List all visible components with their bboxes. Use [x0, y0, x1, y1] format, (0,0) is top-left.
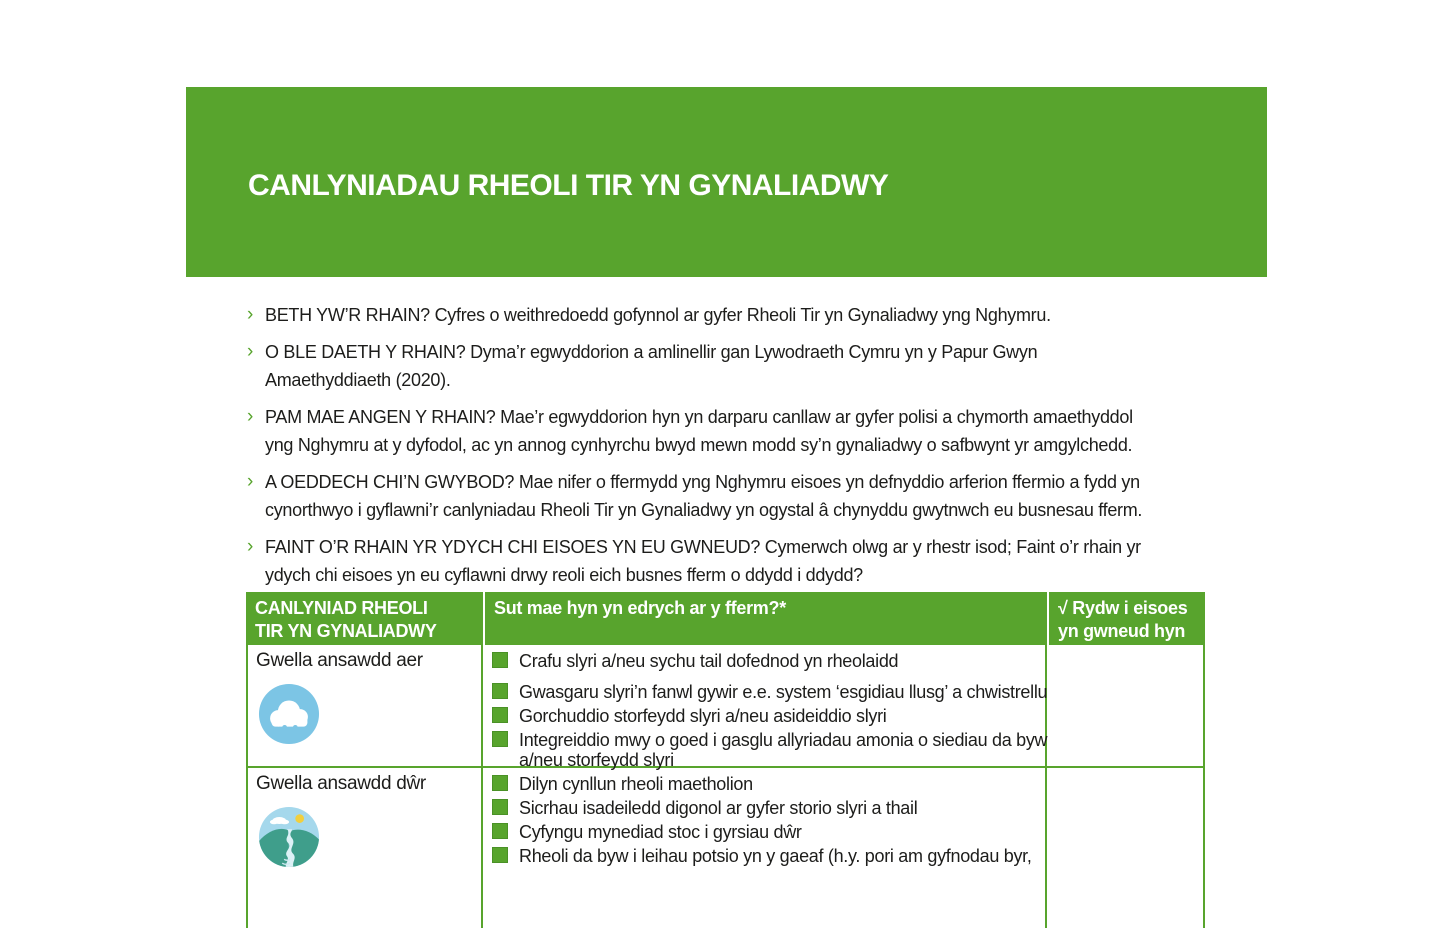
chevron-bullet-icon: › [247, 406, 254, 427]
green-square-bullet-icon [492, 707, 508, 723]
intro-bullet-text: FAINT O’R RHAIN YR YDYCH CHI EISOES YN EU GWNEUD? Cymerwch olwg ar y rhestr isod; Faint o’r rhain yr ydych chi eisoes yn eu cyflawni drwy reoli eich busnes fferm o ddydd i ddydd? [265, 537, 1141, 585]
intro-bullet-1 [246, 301, 1146, 329]
river-landscape-icon [256, 806, 475, 868]
practice-item: Sicrhau isadeiledd digonol ar gyfer storio slyri a thail [492, 798, 1077, 818]
green-square-bullet-icon [492, 731, 508, 747]
practices-cell [483, 768, 1047, 928]
header-how-column: Sut mae hyn yn edrych ar y fferm?* [483, 592, 1047, 645]
outcome-cell [248, 768, 483, 928]
chevron-bullet-icon: › [247, 536, 254, 557]
table-header-row [246, 592, 1205, 645]
chevron-bullet-icon: › [247, 471, 254, 492]
practice-item: Crafu slyri a/neu sychu tail dofednod yn rheolaidd [492, 651, 1077, 671]
practices-list [492, 651, 1077, 770]
outcome-cell [248, 645, 483, 774]
intro-bullet-text: BETH YW’R RHAIN? Cyfres o weithredoedd gofynnol ar gyfer Rheoli Tir yn Gynaliadwy yng Nghymru. [265, 305, 1051, 325]
practices-list [492, 774, 1077, 866]
green-square-bullet-icon [492, 775, 508, 791]
outcome-label: Gwella ansawdd dŵr [256, 773, 426, 794]
intro-bullet-text: PAM MAE ANGEN Y RHAIN? Mae’r egwyddorion hyn yn darparu canllaw ar gyfer polisi a chymorth amaethyddol yng Nghymru at y dyfodol, ac yn annog cynhyrchu bwyd mewn modd sy’n gynaliadwy o safbwynt yr amgylchedd. [265, 407, 1133, 455]
green-square-bullet-icon [492, 683, 508, 699]
table-row-air-quality [246, 645, 1205, 768]
intro-bullet-2 [246, 338, 1146, 394]
practice-item: Gwasgaru slyri’n fanwl gywir e.e. system ‘esgidiau llusg’ a chwistrellu [492, 682, 1077, 702]
practices-cell [483, 645, 1047, 774]
header-outcome-column: CANLYNIAD RHEOLI TIR YN GYNALIADWY [255, 598, 437, 641]
practice-item: Cyfyngu mynediad stoc i gyrsiau dŵr [492, 822, 1077, 842]
intro-bullet-5 [246, 533, 1146, 589]
green-square-bullet-icon [492, 823, 508, 839]
slm-outcomes-table [246, 592, 1205, 928]
green-square-bullet-icon [492, 799, 508, 815]
intro-bullet-list [246, 301, 1146, 598]
chevron-bullet-icon: › [247, 341, 254, 362]
practice-item: Rheoli da byw i leihau potsio yn y gaeaf (h.y. pori am gyfnodau byr, [492, 846, 1077, 866]
cloud-icon [256, 683, 475, 745]
intro-bullet-3 [246, 403, 1146, 459]
chevron-bullet-icon: › [247, 304, 254, 325]
intro-bullet-text: O BLE DAETH Y RHAIN? Dyma’r egwyddorion a amlinellir gan Lywodraeth Cymru yn y Papur Gwyn Amaethyddiaeth (2020). [265, 342, 1038, 390]
page-title: CANLYNIADAU RHEOLI TIR YN GYNALIADWY [248, 169, 889, 202]
table-row-water-quality [246, 768, 1205, 928]
green-square-bullet-icon [492, 847, 508, 863]
practice-item: Integreiddio mwy o goed i gasglu allyriadau amonia o siediau da byw a/neu storfeydd slyri [492, 730, 1077, 770]
header-done-column: √ Rydw i eisoes yn gwneud hyn [1047, 592, 1205, 645]
practice-item: Dilyn cynllun rheoli maetholion [492, 774, 1077, 794]
green-square-bullet-icon [492, 652, 508, 668]
intro-bullet-text: A OEDDECH CHI’N GWYBOD? Mae nifer o ffermydd yng Nghymru eisoes yn defnyddio arferion ffermio a fydd yn cynorthwyo i gyflawni’r canlyniadau Rheoli Tir yn Gynaliadwy yn ogystal â chynyddu gwytnwch eu busnesau fferm. [265, 472, 1143, 520]
title-banner [186, 87, 1267, 277]
practice-item: Gorchuddio storfeydd slyri a/neu asideiddio slyri [492, 706, 1077, 726]
outcome-label: Gwella ansawdd aer [256, 650, 423, 671]
intro-bullet-4 [246, 468, 1146, 524]
